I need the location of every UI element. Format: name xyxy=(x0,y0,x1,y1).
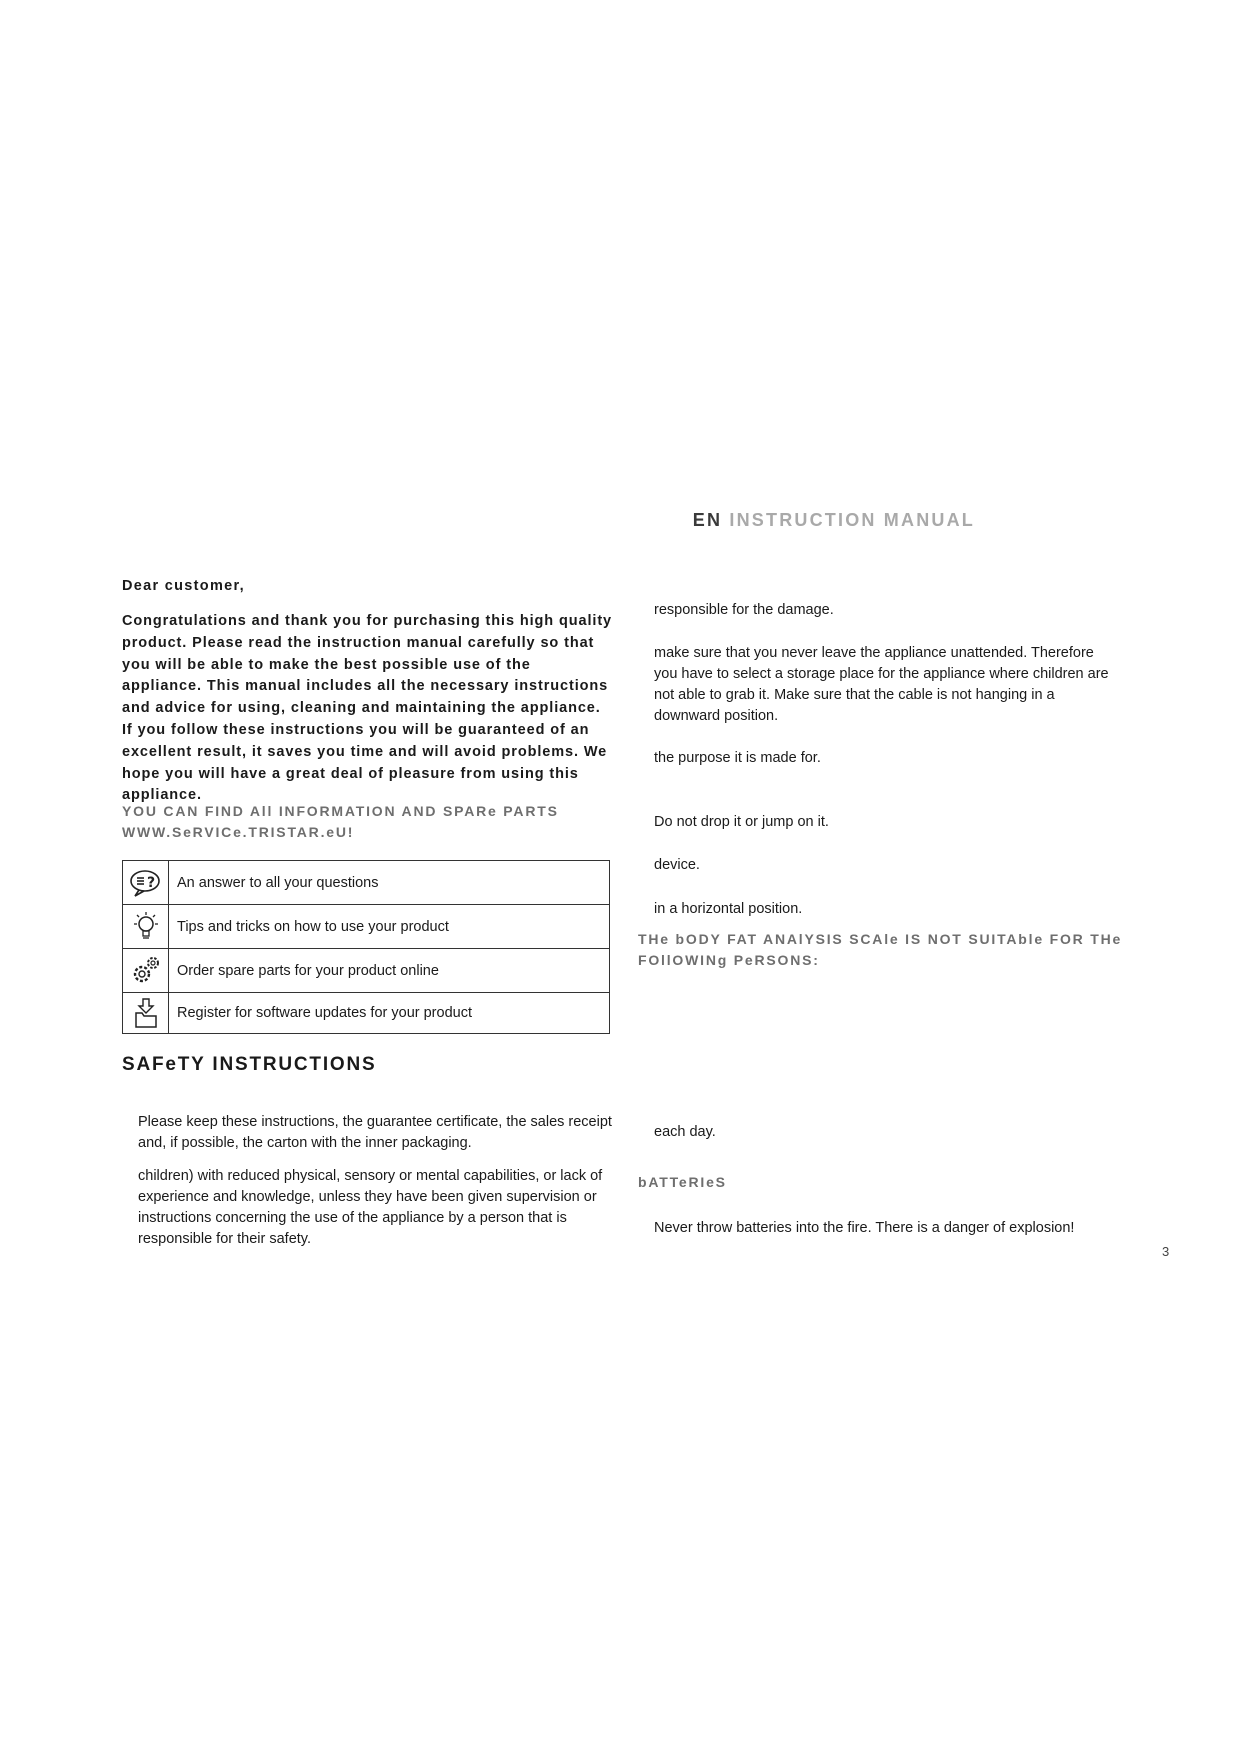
right-para-horizontal: in a horizontal position. xyxy=(654,901,803,917)
service-row-questions xyxy=(123,861,610,905)
right-para-each-day: each day. xyxy=(654,1124,716,1140)
page-number: 3 xyxy=(1162,1244,1170,1259)
info-heading-url: WWW.SeRVICe.TRISTAR.eU! xyxy=(122,824,355,840)
right-para-purpose: the purpose it is made for. xyxy=(654,750,821,766)
safety-para-keep: Please keep these instructions, the guarantee certificate, the sales receipt and, if possible, the carton with the inner packaging. xyxy=(138,1114,612,1151)
right-para-unattended: make sure that you never leave the appliance unattended. Therefore you have to select a storage place for the appliance where children are not able to grab it. Make sure that the cable is not hanging in a downward position. xyxy=(654,645,1109,724)
download-folder-icon xyxy=(132,997,160,1029)
service-icon-cell xyxy=(123,993,169,1034)
body-fat-heading-line-2: FOllOWINg PeRSONS: xyxy=(638,952,820,968)
body-fat-heading-line-1: THe bODY FAT ANAlYSIS SCAle IS NOT SUITAble FOR THe xyxy=(638,931,1123,947)
intro-paragraph: Congratulations and thank you for purchasing this high quality product. Please read the instruction manual carefully so that you will be able to make the best possible use of the appliance. This manual includes all the necessary instructions and advice for using, cleaning and maintaining the appliance. If you follow these instructions you will be guaranteed of an excellent result, it saves you time and will avoid problems. We hope you will have a great deal of pleasure from using this appliance. xyxy=(122,613,613,804)
lightbulb-icon xyxy=(131,911,161,943)
manual-title: INSTRUCTION MANUAL xyxy=(729,510,975,530)
service-icon-cell xyxy=(123,949,169,993)
service-label: An answer to all your questions xyxy=(169,861,610,905)
service-label: Tips and tricks on how to use your product xyxy=(169,905,610,949)
safety-heading: SAFeTY INSTRUCTIONS xyxy=(122,1054,377,1075)
service-row-tips xyxy=(123,905,610,949)
batteries-heading: bATTeRIeS xyxy=(638,1174,727,1190)
service-table xyxy=(122,860,610,1034)
service-label: Order spare parts for your product online xyxy=(169,949,610,993)
right-para-drop: Do not drop it or jump on it. xyxy=(654,814,829,830)
svg-text:?: ? xyxy=(146,874,155,891)
service-row-spare-parts xyxy=(123,949,610,993)
right-para-device: device. xyxy=(654,857,700,873)
right-para-batteries: Never throw batteries into the fire. There is a danger of explosion! xyxy=(654,1220,1075,1236)
language-code: EN xyxy=(692,510,723,530)
right-para-damage: responsible for the damage. xyxy=(654,602,834,618)
gears-icon xyxy=(130,955,162,987)
service-row-updates xyxy=(123,993,610,1034)
service-icon-cell xyxy=(123,905,169,949)
body-fat-heading xyxy=(638,929,1158,971)
service-icon-cell xyxy=(123,861,169,905)
question-chat-icon xyxy=(129,868,163,898)
info-heading-line-1: YOU CAN FIND All INFORMATION AND SPARe PARTS xyxy=(122,803,559,819)
safety-para-children: children) with reduced physical, sensory or mental capabilities, or lack of experience and knowledge, unless they have been given supervision or instructions concerning the use of the appliance by a person that is responsible for their safety. xyxy=(138,1168,603,1247)
service-label: Register for software updates for your product xyxy=(169,993,610,1034)
greeting: Dear customer, xyxy=(122,578,245,594)
info-heading xyxy=(122,801,622,843)
manual-header xyxy=(693,510,975,531)
